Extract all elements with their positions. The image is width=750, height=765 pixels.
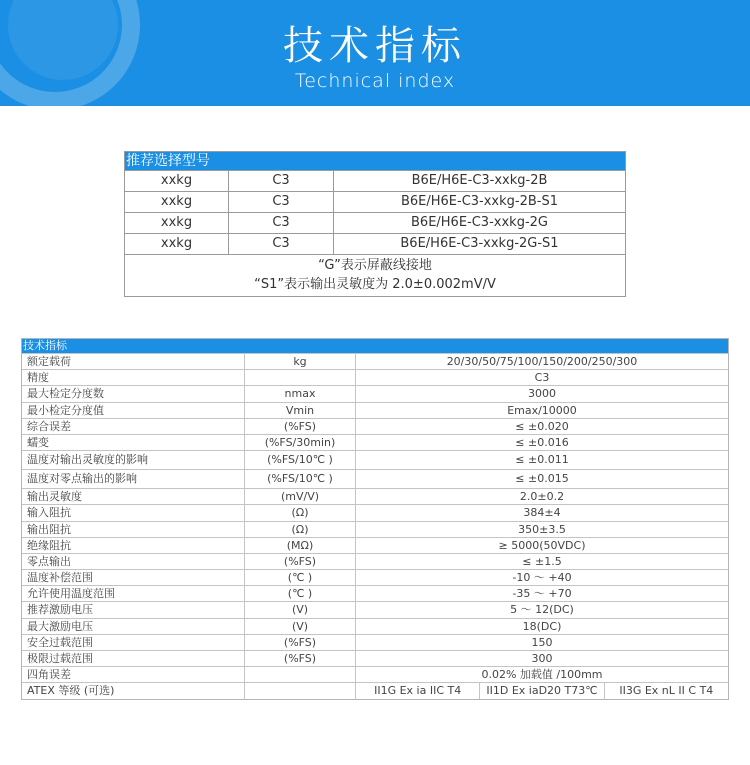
spec-row-atex [22,682,728,698]
spec-unit: (℃ ) [245,586,356,601]
spec-unit [245,683,356,698]
model-row [125,170,625,191]
page-subtitle: Technical index [294,70,456,92]
spec-label: 安全过载范围 [22,635,245,650]
spec-row [22,353,728,369]
spec-row [22,385,728,401]
spec-label: 推荐激励电压 [22,602,245,617]
spec-row [22,369,728,385]
spec-unit [245,370,356,385]
spec-unit: (%FS/30min) [245,435,356,450]
spec-label: 四角误差 [22,667,245,682]
spec-label: 允许使用温度范围 [22,586,245,601]
spec-value: 384±4 [523,506,561,520]
spec-unit: (%FS) [245,651,356,666]
model-row [125,212,625,233]
atex-value: II3G Ex nL II C T4 [619,684,714,698]
accuracy-cell: C3 [229,171,334,191]
spec-label: 最小检定分度值 [22,403,245,418]
spec-row [22,537,728,553]
spec-unit: (Ω) [245,522,356,537]
accuracy-cell: C3 [229,213,334,233]
model-table [124,151,626,297]
spec-value: 150 [531,635,553,649]
spec-label: 温度对输出灵敏度的影响 [22,451,245,469]
spec-label: 输出灵敏度 [22,489,245,504]
spec-value: ≤ ±0.015 [515,472,569,486]
spec-row [22,666,728,682]
spec-value: ≤ ±0.020 [515,419,569,433]
spec-unit [245,667,356,682]
model-code-cell: B6E/H6E-C3-xxkg-2B-S1 [400,194,559,209]
spec-value: -10 ～ +40 [512,571,572,585]
spec-table-header: 技术指标 [22,339,728,353]
spec-row [22,634,728,650]
spec-label: ATEX 等级 (可选) [22,683,245,698]
spec-unit: (%FS) [245,554,356,569]
spec-value: 18(DC) [522,619,562,633]
spec-row [22,618,728,634]
spec-row [22,469,728,488]
spec-value: -35 ～ +70 [512,587,572,601]
page-title: 技术指标 [283,23,467,69]
capacity-cell: xxkg [125,171,229,191]
spec-label: 精度 [22,370,245,385]
spec-unit: (V) [245,602,356,617]
capacity-cell: xxkg [125,234,229,254]
accuracy-cell: C3 [229,192,334,212]
spec-value: 2.0±0.2 [519,490,565,504]
spec-value: 5 ～ 12(DC) [510,603,574,617]
spec-unit: (V) [245,619,356,634]
spec-value: ≥ 5000(50VDC) [498,538,586,552]
spec-unit: (℃ ) [245,570,356,585]
spec-value: C3 [534,371,550,385]
spec-unit: (MΩ) [245,538,356,553]
spec-label: 蠕变 [22,435,245,450]
spec-unit: (%FS) [245,419,356,434]
spec-value: ≤ ±0.016 [515,435,569,449]
spec-row [22,601,728,617]
model-row [125,191,625,212]
spec-label: 最大激励电压 [22,619,245,634]
spec-value: Emax/10000 [507,403,577,417]
spec-label: 输入阻抗 [22,505,245,520]
spec-unit: kg [245,354,356,369]
model-table-header: 推荐选择型号 [125,152,625,170]
spec-unit: Vmin [245,403,356,418]
spec-label: 综合误差 [22,419,245,434]
spec-row [22,650,728,666]
spec-row [22,418,728,434]
spec-table [21,338,729,700]
note-g: “G”表示屏蔽线接地 [318,258,432,273]
spec-value: 0.02% 加载值 /100mm [481,668,603,682]
header-banner [0,0,750,106]
model-code-cell: B6E/H6E-C3-xxkg-2G-S1 [400,236,559,251]
capacity-cell: xxkg [125,192,229,212]
spec-row [22,521,728,537]
model-row [125,233,625,254]
note-s1: “S1”表示输出灵敏度为 2.0±0.002mV/V [254,277,496,292]
spec-value: 350±3.5 [518,522,566,536]
spec-unit: (%FS) [245,635,356,650]
spec-unit: (Ω) [245,505,356,520]
spec-unit: (%FS/10℃ ) [245,451,356,469]
spec-row [22,402,728,418]
spec-label: 温度补偿范围 [22,570,245,585]
spec-label: 最大检定分度数 [22,386,245,401]
spec-value: 3000 [528,387,556,401]
spec-label: 极限过载范围 [22,651,245,666]
spec-value: ≤ ±1.5 [522,554,562,568]
accuracy-cell: C3 [229,234,334,254]
spec-label: 输出阻抗 [22,522,245,537]
spec-value: 300 [531,652,553,665]
spec-unit: nmax [245,386,356,401]
atex-value: II1G Ex ia IIC T4 [356,683,480,698]
model-code-cell: B6E/H6E-C3-xxkg-2B [411,173,548,188]
spec-label: 零点输出 [22,554,245,569]
spec-label: 额定载荷 [22,354,245,369]
spec-row [22,488,728,504]
capacity-cell: xxkg [125,213,229,233]
spec-row [22,504,728,520]
spec-label: 绝缘阻抗 [22,538,245,553]
spec-unit: (%FS/10℃ ) [245,470,356,488]
spec-value: ≤ ±0.011 [515,453,569,467]
atex-value: II1D Ex iaD20 T73℃ [480,683,604,698]
model-table-notes [125,254,625,296]
spec-row [22,553,728,569]
spec-row [22,585,728,601]
model-code-cell: B6E/H6E-C3-xxkg-2G [411,215,548,230]
spec-row [22,569,728,585]
spec-row [22,434,728,450]
spec-label: 温度对零点输出的影响 [22,470,245,488]
spec-row [22,450,728,469]
spec-unit: (mV/V) [245,489,356,504]
spec-value: 20/30/50/75/100/150/200/250/300 [446,355,638,368]
